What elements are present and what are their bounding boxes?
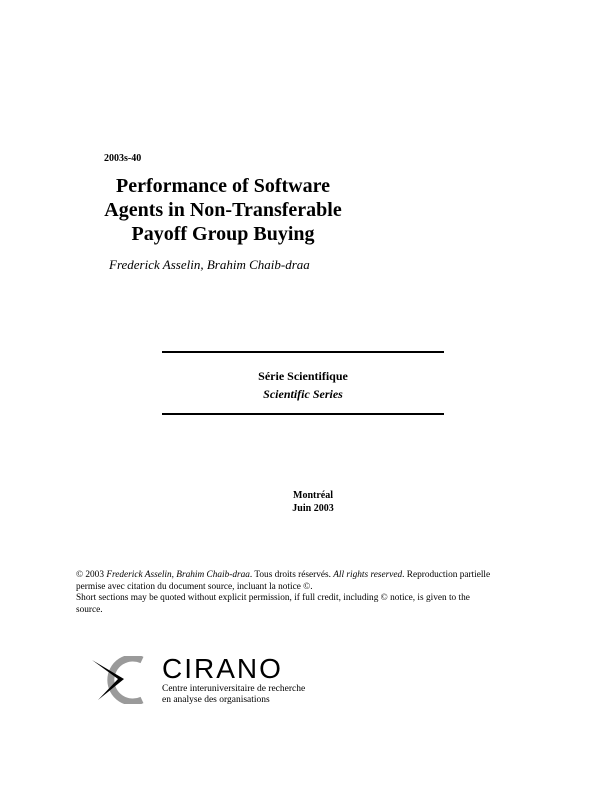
- title-line: Agents in Non-Transferable: [104, 199, 342, 221]
- authors: Frederick Asselin, Brahim Chaib-draa: [109, 257, 310, 272]
- place: Montréal: [293, 490, 333, 501]
- logo-subtitle-line: en analyse des organisations: [162, 695, 270, 705]
- cirano-logo-subtitle: [162, 684, 305, 706]
- series-label: [162, 367, 444, 403]
- title-line: Performance of Software: [116, 175, 330, 197]
- copyright-line: Short sections may be quoted without explicit permission, if full credit, including © notice, is given to the: [76, 593, 470, 603]
- copyright-reproduction: . Reproduction partielle: [402, 570, 491, 580]
- top-divider: [162, 351, 444, 353]
- series-label-french: Série Scientifique: [258, 369, 348, 383]
- copyright-line: [76, 570, 546, 582]
- copyright-line: source.: [76, 604, 103, 615]
- place-date: [162, 489, 464, 515]
- series-label-english: Scientific Series: [263, 387, 343, 401]
- copyright-prefix: © 2003: [76, 570, 107, 580]
- series-number: 2003s-40: [104, 153, 142, 164]
- paper-title: [80, 174, 366, 246]
- cirano-logo-mark-icon: [90, 656, 152, 704]
- copyright-holders: Frederick Asselin, Brahim Chaib-draa: [106, 570, 250, 580]
- bottom-divider: [162, 413, 444, 415]
- cirano-logo-name: CIRANO: [162, 653, 283, 684]
- copyright-notice: [76, 570, 546, 616]
- date: Juin 2003: [292, 503, 334, 514]
- copyright-english-rights: All rights reserved: [333, 570, 403, 580]
- title-line: Payoff Group Buying: [131, 223, 315, 245]
- logo-subtitle-line: Centre interuniversitaire de recherche: [162, 684, 306, 694]
- copyright-french-rights: . Tous droits réservés.: [249, 570, 334, 580]
- copyright-line: permise avec citation du document source, incluant la notice ©.: [76, 581, 313, 592]
